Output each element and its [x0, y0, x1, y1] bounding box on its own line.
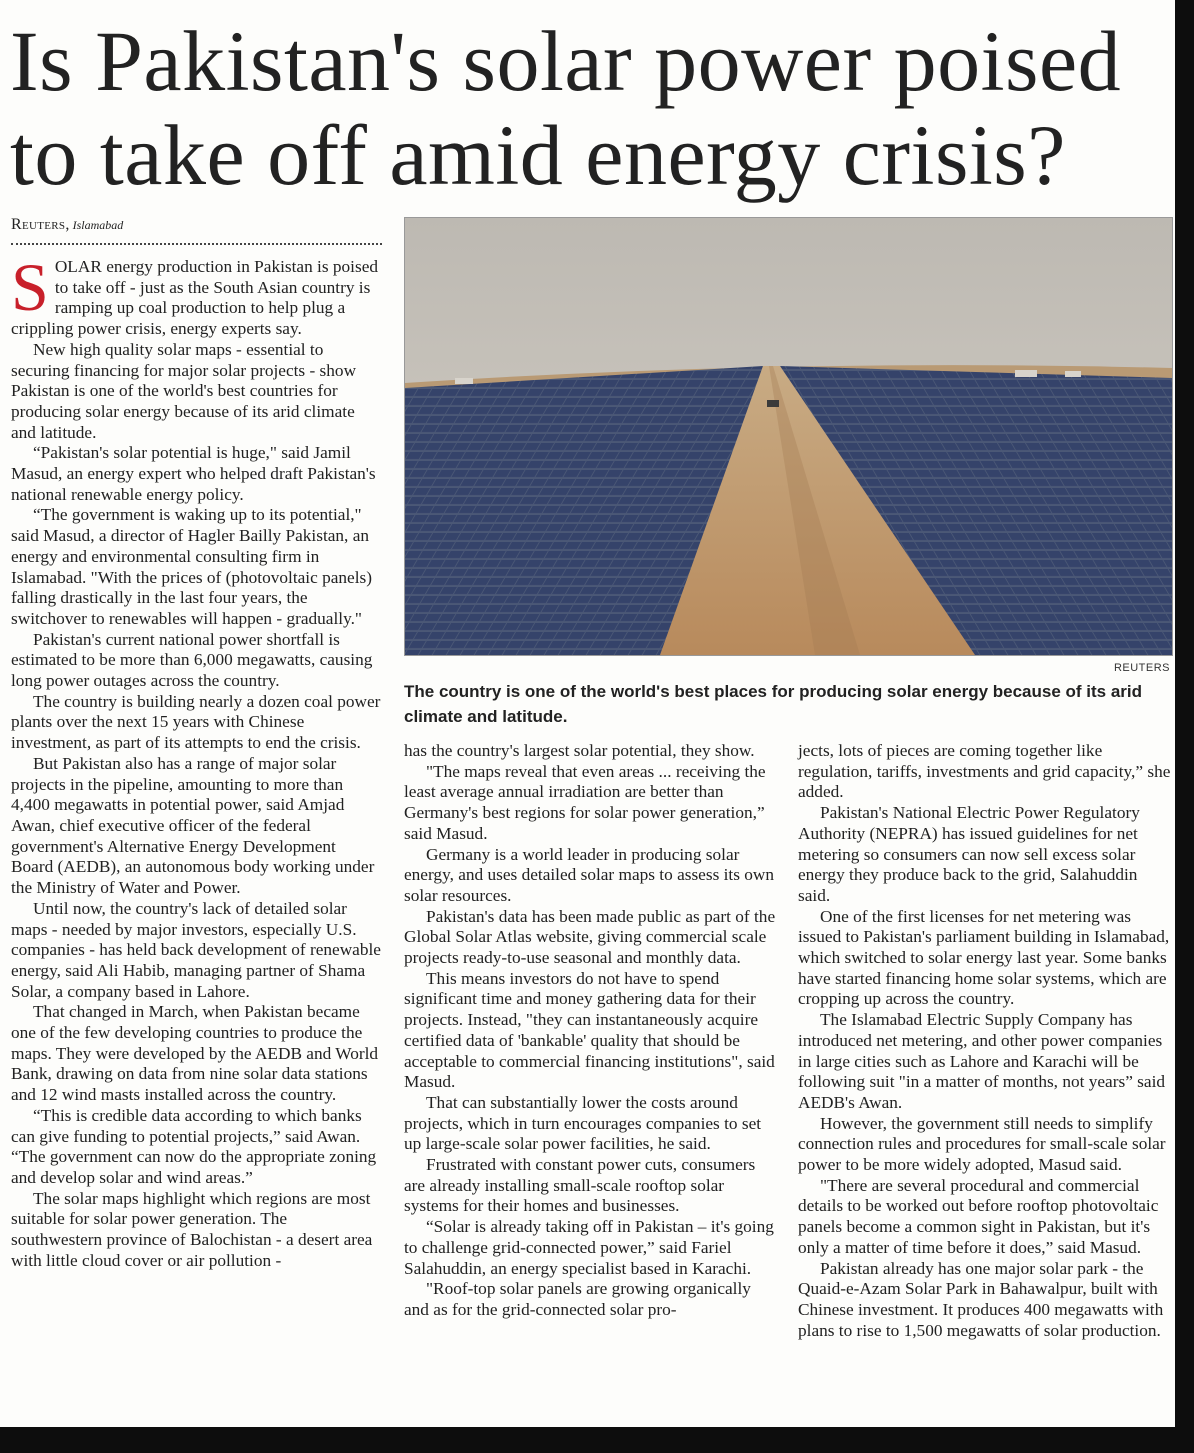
paragraph: This means investors do not have to spend significant time and money gathering data for their projects. Instead, "they can instantaneously acquire certified data of 'bankable' quality that should be acceptable to commercial financing institutions", said Masud. [404, 968, 775, 1092]
paragraph: "Roof-top solar panels are growing organically and as for the grid-connected solar pro- [404, 1279, 751, 1319]
photo-credit: REUTERS [1113, 662, 1170, 674]
byline [11, 216, 123, 234]
byline-agency: Reuters, [11, 216, 70, 233]
paragraph: "The maps reveal that even areas ... receiving the least average annual irradiation are better than Germany's best regions for solar power generation,” said Masud. [404, 761, 766, 843]
paragraph: “Pakistan's solar potential is huge," said Jamil Masud, an energy expert who helped draft Pakistan's national renewable energy policy. [11, 443, 376, 504]
paragraph: “The government is waking up to its potential," said Masud, a director of Hagler Bailly Pakistan, an energy and environmental consulting firm in Islamabad. "With the prices of (photovoltaic panels) falling drastically in the last four years, the switchover to renewables will happen - gradually." [11, 505, 372, 628]
paragraph: “Solar is already taking off in Pakistan – it's going to challenge grid-connected power,” said Fariel Salahuddin, an energy specialist based in Karachi. [404, 1217, 774, 1278]
paragraph: But Pakistan also has a range of major solar projects in the pipeline, amounting to more than 4,400 megawatts in potential power, said Amjad Awan, chief executive officer of the federal government's Alternative Energy Development Board (AEDB), an autonomous body working under the Ministry of Water and Power. [11, 753, 375, 898]
paragraph: The country is building nearly a dozen coal power plants over the next 15 years with Chinese investment, as part of its attempts to end the crisis. [11, 691, 381, 753]
drop-cap: S [11, 249, 49, 325]
article-column-3 [798, 741, 1172, 1341]
headline: Is Pakistan's solar power poised to take off amid energy crisis? [10, 13, 1122, 203]
byline-divider [11, 243, 382, 245]
byline-location: Islamabad [72, 218, 124, 232]
photo-caption: The country is one of the world's best places for producing solar energy because of its arid climate and latitude. [404, 682, 1143, 726]
article-column-1 [11, 249, 381, 1271]
paragraph: That can substantially lower the costs around projects, which in turn encourages companies to set up large-scale solar power facilities, he said. [404, 1092, 762, 1154]
solar-farm-illustration [405, 218, 1172, 655]
paragraph: Germany is a world leader in producing solar energy, and uses detailed solar maps to assess its own solar resources. [404, 844, 775, 905]
paragraph-continued: jects, lots of pieces are coming together like regulation, tariffs, investments and grid capacity,” she added. [798, 741, 1171, 802]
paragraph-continued: has the country's largest solar potential, they show. [404, 741, 755, 760]
paragraph: Pakistan's data has been made public as part of the Global Solar Atlas website, giving commercial scale projects ready-to-use seasonal and monthly data. [404, 906, 776, 968]
paragraph: Pakistan's National Electric Power Regulatory Authority (NEPRA) has issued guidelines for net metering so consumers can now sell excess solar energy they produce back to the grid, Salahuddin said. [798, 803, 1140, 905]
lead-paragraph [11, 249, 381, 340]
article-column-2 [404, 741, 779, 1321]
paragraph: Frustrated with constant power cuts, consumers are already installing small-scale rooftop solar systems for their homes and businesses. [404, 1155, 756, 1216]
paragraph: The Islamabad Electric Supply Company has introduced net metering, and other power companies in large cities such as Lahore and Karachi will be following suit "in a matter of months, not years” said AEDB's Awan. [798, 1010, 1166, 1112]
solar-farm-photo [404, 217, 1173, 656]
paragraph: New high quality solar maps - essential to securing financing for major solar projects - show Pakistan is one of the world's best countries for producing solar energy because of its arid climate and latitude. [11, 339, 357, 442]
paragraph: However, the government still needs to simplify connection rules and procedures for small-scale solar power to be more widely adopted, Masud said. [798, 1113, 1166, 1175]
paragraph: One of the first licenses for net metering was issued to Pakistan's parliament building in Islamabad, which switched to solar energy last year. Some banks have started financing home solar systems, which are cropping up across the country. [798, 906, 1170, 1009]
paragraph: "There are several procedural and commercial details to be worked out before rooftop photovoltaic panels become a common sight in Pakistan, but it's only a matter of time before it does,” said Masud. [798, 1175, 1159, 1257]
paragraph: Pakistan already has one major solar park - the Quaid-e-Azam Solar Park in Bahawalpur, built with Chinese investment. It produces 400 megawatts with plans to rise to 1,500 megawatts of solar production. [798, 1258, 1164, 1340]
paragraph: Pakistan's current national power shortfall is estimated to be more than 6,000 megawatts, causing long power outages across the country. [11, 629, 373, 691]
paragraph: “This is credible data according to which banks can give funding to potential projects,” said Awan. “The government can now do the appropriate zoning and develop solar and wind areas.” [11, 1105, 377, 1187]
lead-text: OLAR energy production in Pakistan is poised to take off - just as the South Asian country is ramping up coal production to help plug a crippling power crisis, energy experts say. [11, 257, 379, 339]
paragraph: Until now, the country's lack of detailed solar maps - needed by major investors, especially U.S. companies - has held back development of renewable energy, said Ali Habib, managing partner of Shama Solar, a company based in Lahore. [11, 898, 381, 1001]
paragraph: The solar maps highlight which regions are most suitable for solar power generation. The southwestern province of Balochistan - a desert area with little cloud cover or air pollution - [11, 1188, 373, 1270]
paragraph: That changed in March, when Pakistan became one of the few developing countries to produce the maps. They were developed by the AEDB and World Bank, drawing on data from nine solar data stations and 12 wind masts installed across the country. [11, 1002, 379, 1105]
